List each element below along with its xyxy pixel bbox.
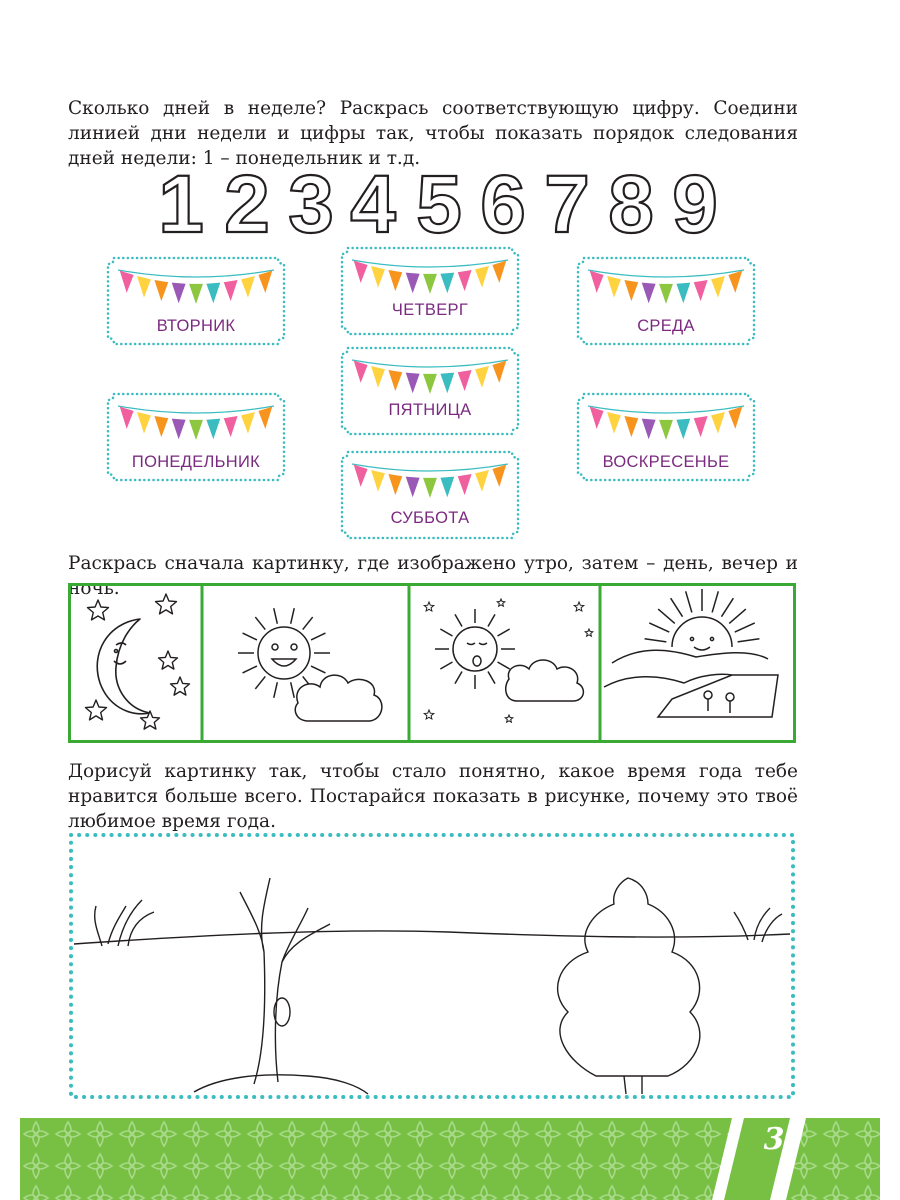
- day-label: ЧЕТВЕРГ: [391, 301, 469, 319]
- digit-8[interactable]: [600, 168, 662, 236]
- digit-6[interactable]: [472, 168, 534, 236]
- day-card-friday[interactable]: [338, 344, 522, 438]
- day-card-monday[interactable]: [104, 390, 288, 484]
- svg-text:3: 3: [288, 168, 334, 236]
- task-3-text: Дорисуй картинку так, чтобы стало понятно, какое время года тебе нравится больше всего. Постарайся показать в рисунке, почему это твоё любимое время года.: [68, 761, 798, 832]
- digit-2[interactable]: [216, 168, 278, 236]
- day-label: ВТОРНИК: [156, 317, 236, 335]
- day-label: ВОСКРЕСЕНЬЕ: [602, 453, 730, 471]
- digit-5[interactable]: [408, 168, 470, 236]
- landscape: [74, 878, 790, 1094]
- drawing-frame: [68, 832, 796, 1100]
- digits-row: [150, 168, 730, 236]
- day-label: СРЕДА: [637, 317, 695, 335]
- svg-text:4: 4: [350, 168, 396, 236]
- svg-text:7: 7: [544, 168, 590, 236]
- day-label: ПОНЕДЕЛЬНИК: [131, 453, 261, 471]
- svg-text:9: 9: [672, 168, 718, 236]
- day-card-tuesday[interactable]: [104, 254, 288, 348]
- day-card-thursday[interactable]: [338, 244, 522, 338]
- day-card-sunday[interactable]: [574, 390, 758, 484]
- sunrise-icon[interactable]: [600, 583, 796, 743]
- page-number: 3: [763, 1122, 785, 1157]
- day-label: СУББОТА: [390, 509, 470, 527]
- task-2-text: Раскрась сначала картинку, где изображено утро, затем – день, вечер и ночь.: [68, 553, 798, 599]
- digit-4[interactable]: [342, 168, 404, 236]
- digit-9[interactable]: [664, 168, 726, 236]
- day-card-wednesday[interactable]: [574, 254, 758, 348]
- day-card-saturday[interactable]: [338, 448, 522, 542]
- evening-sun-icon[interactable]: [409, 583, 600, 743]
- svg-text:6: 6: [480, 168, 526, 236]
- svg-text:5: 5: [416, 168, 462, 236]
- digit-3[interactable]: [280, 168, 342, 236]
- task-1-text: Сколько дней в неделе? Раскрась соответствующую цифру. Соедини линией дни недели и цифры так, чтобы показать порядок следования дней недели: 1 – понедельник и т.д.: [68, 98, 798, 169]
- svg-text:8: 8: [608, 168, 654, 236]
- day-label: ПЯТНИЦА: [388, 401, 472, 419]
- digit-7[interactable]: [536, 168, 598, 236]
- sun-with-cloud-icon[interactable]: [202, 583, 409, 743]
- svg-text:1: 1: [158, 168, 204, 236]
- times-of-day-pictures: [68, 583, 796, 743]
- drawing-area[interactable]: [68, 832, 796, 1100]
- digit-1[interactable]: [150, 168, 212, 236]
- moon-and-stars-icon[interactable]: [68, 583, 202, 743]
- page-footer-band: [20, 1118, 880, 1200]
- svg-text:2: 2: [224, 168, 270, 236]
